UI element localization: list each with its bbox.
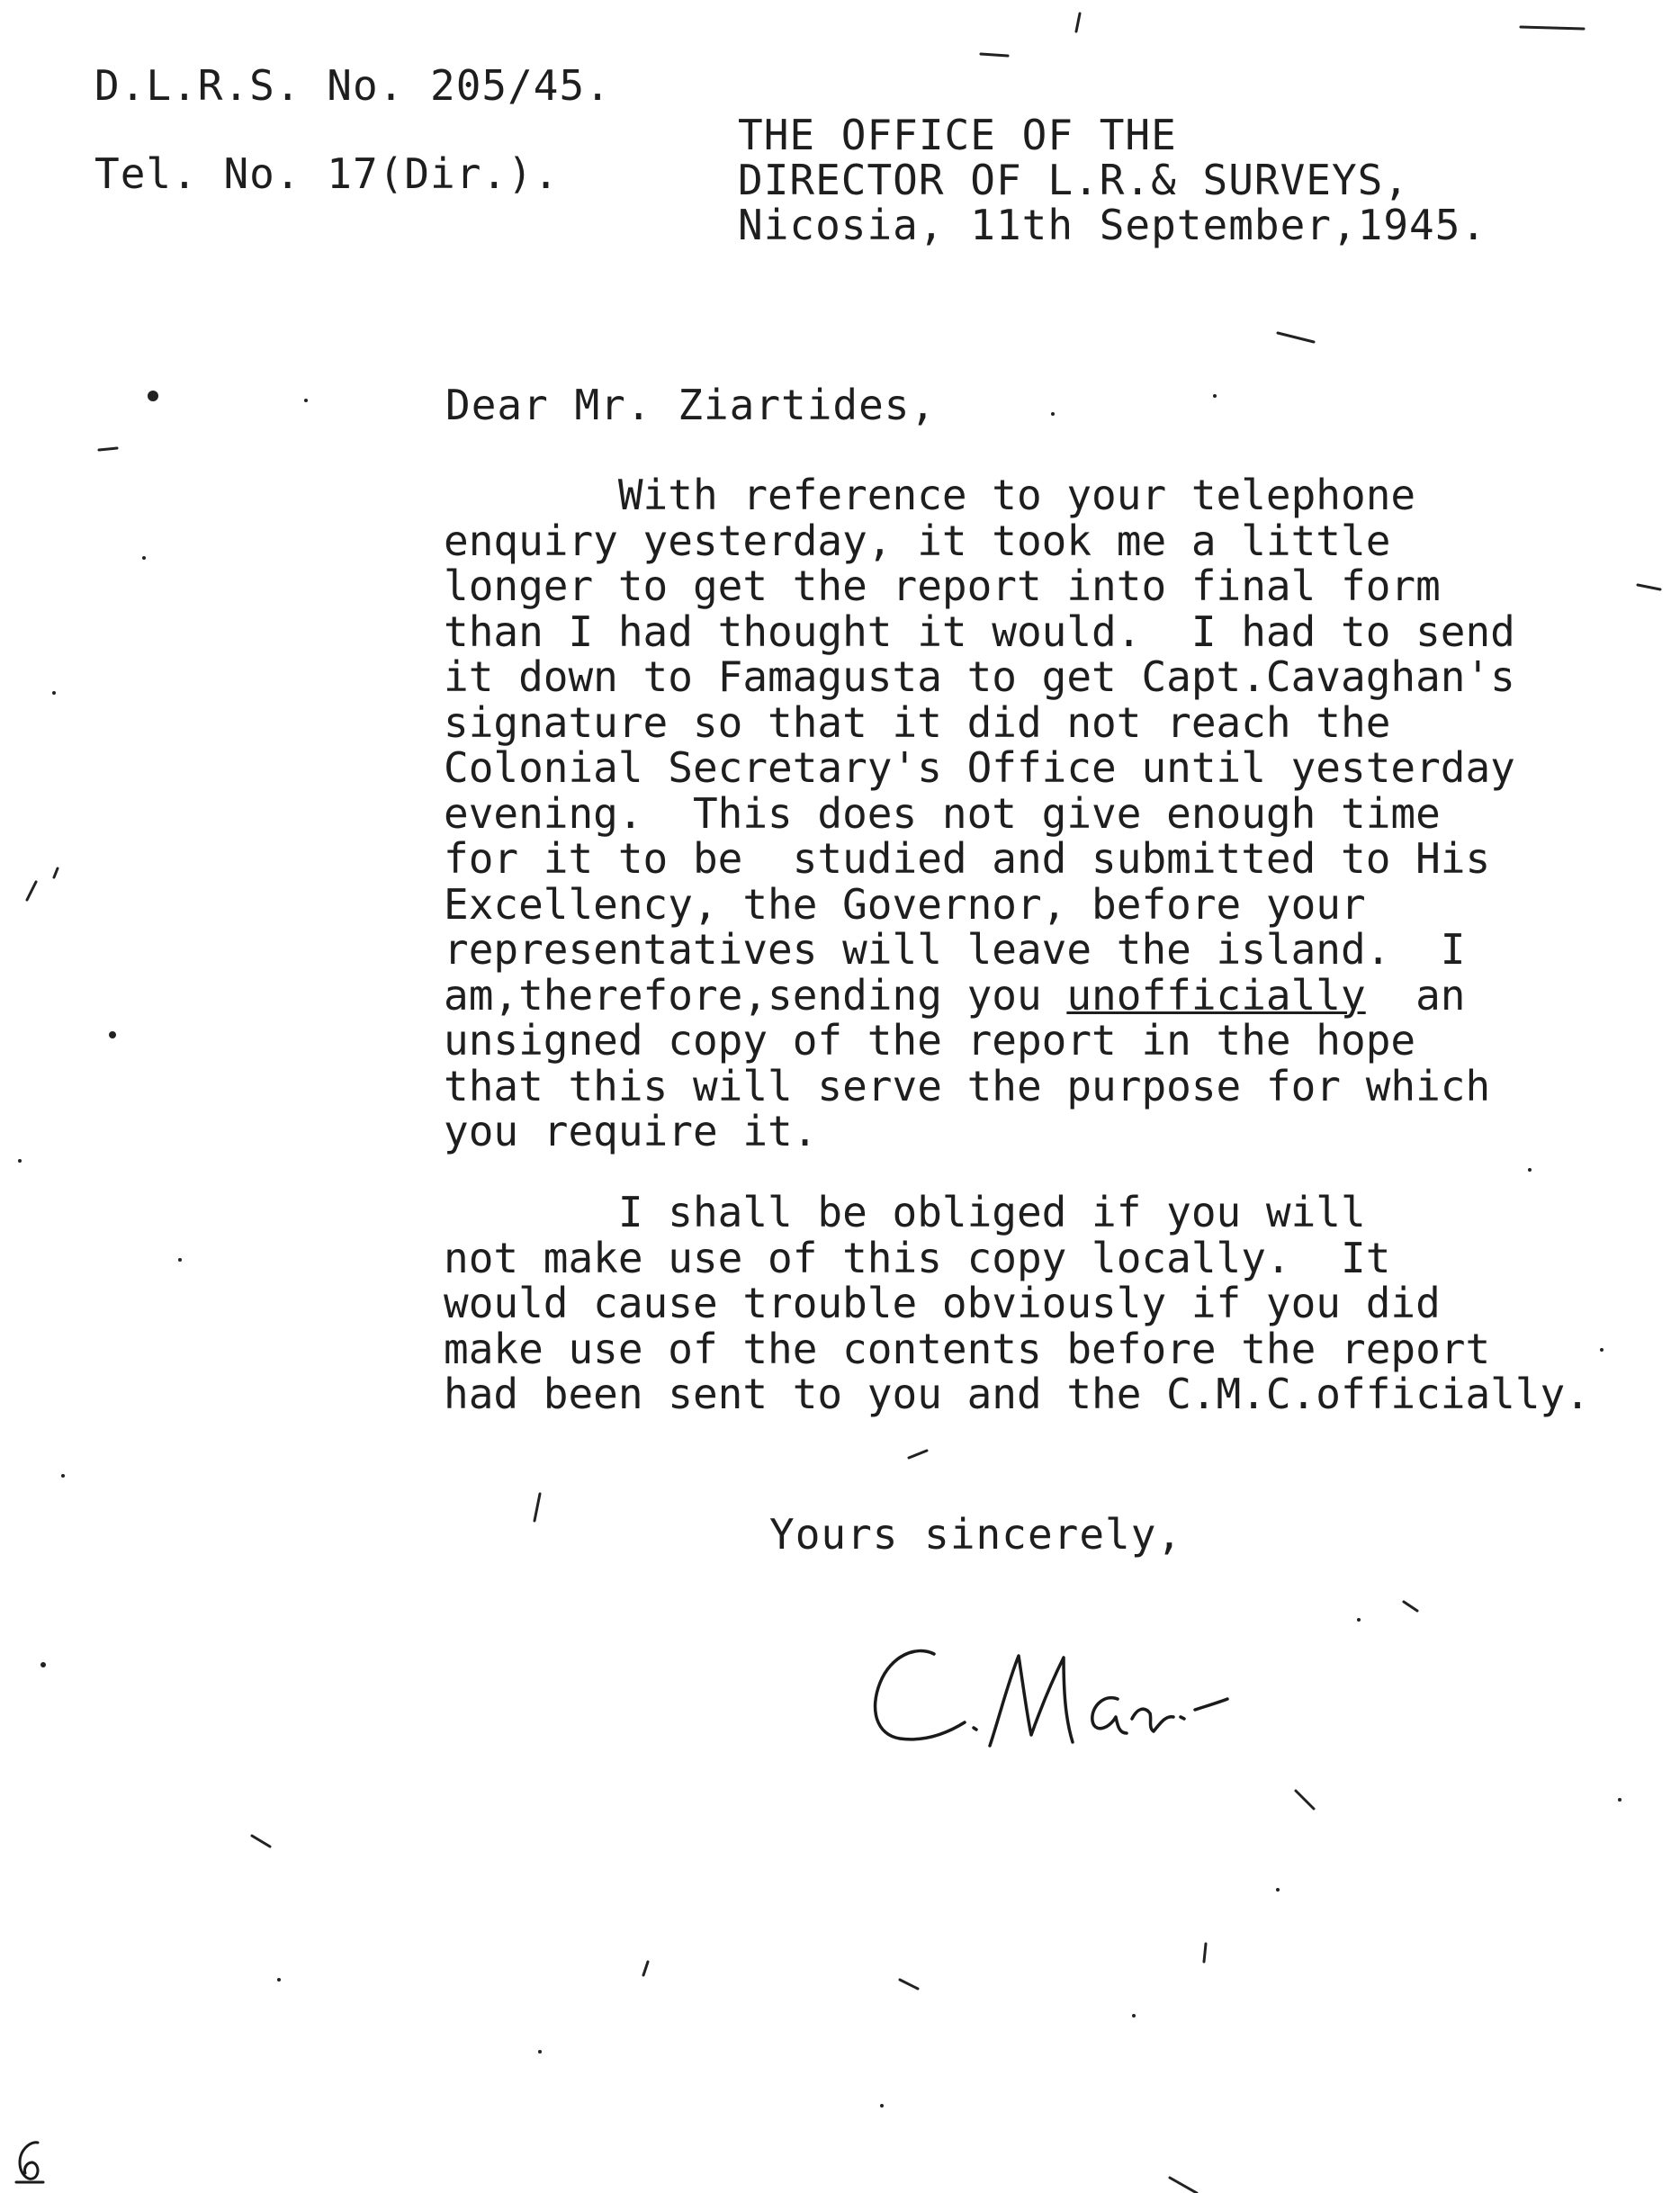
line-text: am,therefore,sending you	[444, 970, 1067, 1020]
body-paragraph-1	[444, 472, 1658, 1155]
office-department: DIRECTOR OF L.R.& SURVEYS,	[738, 156, 1410, 204]
handwritten-corner-mark	[11, 2137, 50, 2187]
office-heading: THE OFFICE OF THE	[738, 111, 1177, 159]
paragraph-line: I shall be obliged if you will	[444, 1188, 1366, 1236]
paragraph-line: representatives will leave the island. I	[444, 925, 1466, 974]
body-paragraph-2	[444, 1190, 1658, 1417]
paragraph-line: not make use of this copy locally. It	[444, 1233, 1391, 1282]
telephone-number: Tel. No. 17(Dir.).	[94, 149, 560, 198]
paragraph-line: enquiry yesterday, it took me a little	[444, 516, 1391, 565]
paragraph-line: it down to Famagusta to get Capt.Cavaghan's	[444, 652, 1515, 701]
salutation: Dear Mr. Ziartides,	[445, 381, 937, 429]
paragraph-line: for it to be studied and submitted to His	[444, 834, 1491, 883]
place-and-date: Nicosia, 11th September,1945.	[738, 201, 1487, 249]
paragraph-line: would cause trouble obviously if you did	[444, 1279, 1441, 1327]
underlined-word: unofficially	[1066, 970, 1366, 1020]
paragraph-line: With reference to your telephone	[444, 471, 1416, 519]
paragraph-line-with-underline	[444, 970, 1658, 1020]
paragraph-line: that this will serve the purpose for which	[444, 1061, 1491, 1110]
paragraph-line: make use of the contents before the report	[444, 1324, 1491, 1373]
paragraph-line: Colonial Secretary's Office until yesterday	[444, 743, 1515, 792]
reference-number: D.L.R.S. No. 205/45.	[94, 61, 611, 110]
handwritten-signature	[864, 1620, 1251, 1773]
paragraph-line: than I had thought it would. I had to send	[444, 607, 1515, 656]
line-text: an	[1365, 970, 1466, 1020]
paragraph-line: you require it.	[444, 1107, 818, 1155]
paragraph-line: evening. This does not give enough time	[444, 788, 1441, 838]
paragraph-line: longer to get the report into final form	[444, 562, 1441, 610]
paragraph-line: unsigned copy of the report in the hope	[444, 1016, 1416, 1065]
closing: Yours sincerely,	[769, 1510, 1183, 1559]
paragraph-line: Excellency, the Governor, before your	[444, 879, 1366, 929]
paragraph-line: signature so that it did not reach the	[444, 697, 1391, 747]
paragraph-line: had been sent to you and the C.M.C.officially.	[444, 1370, 1590, 1418]
